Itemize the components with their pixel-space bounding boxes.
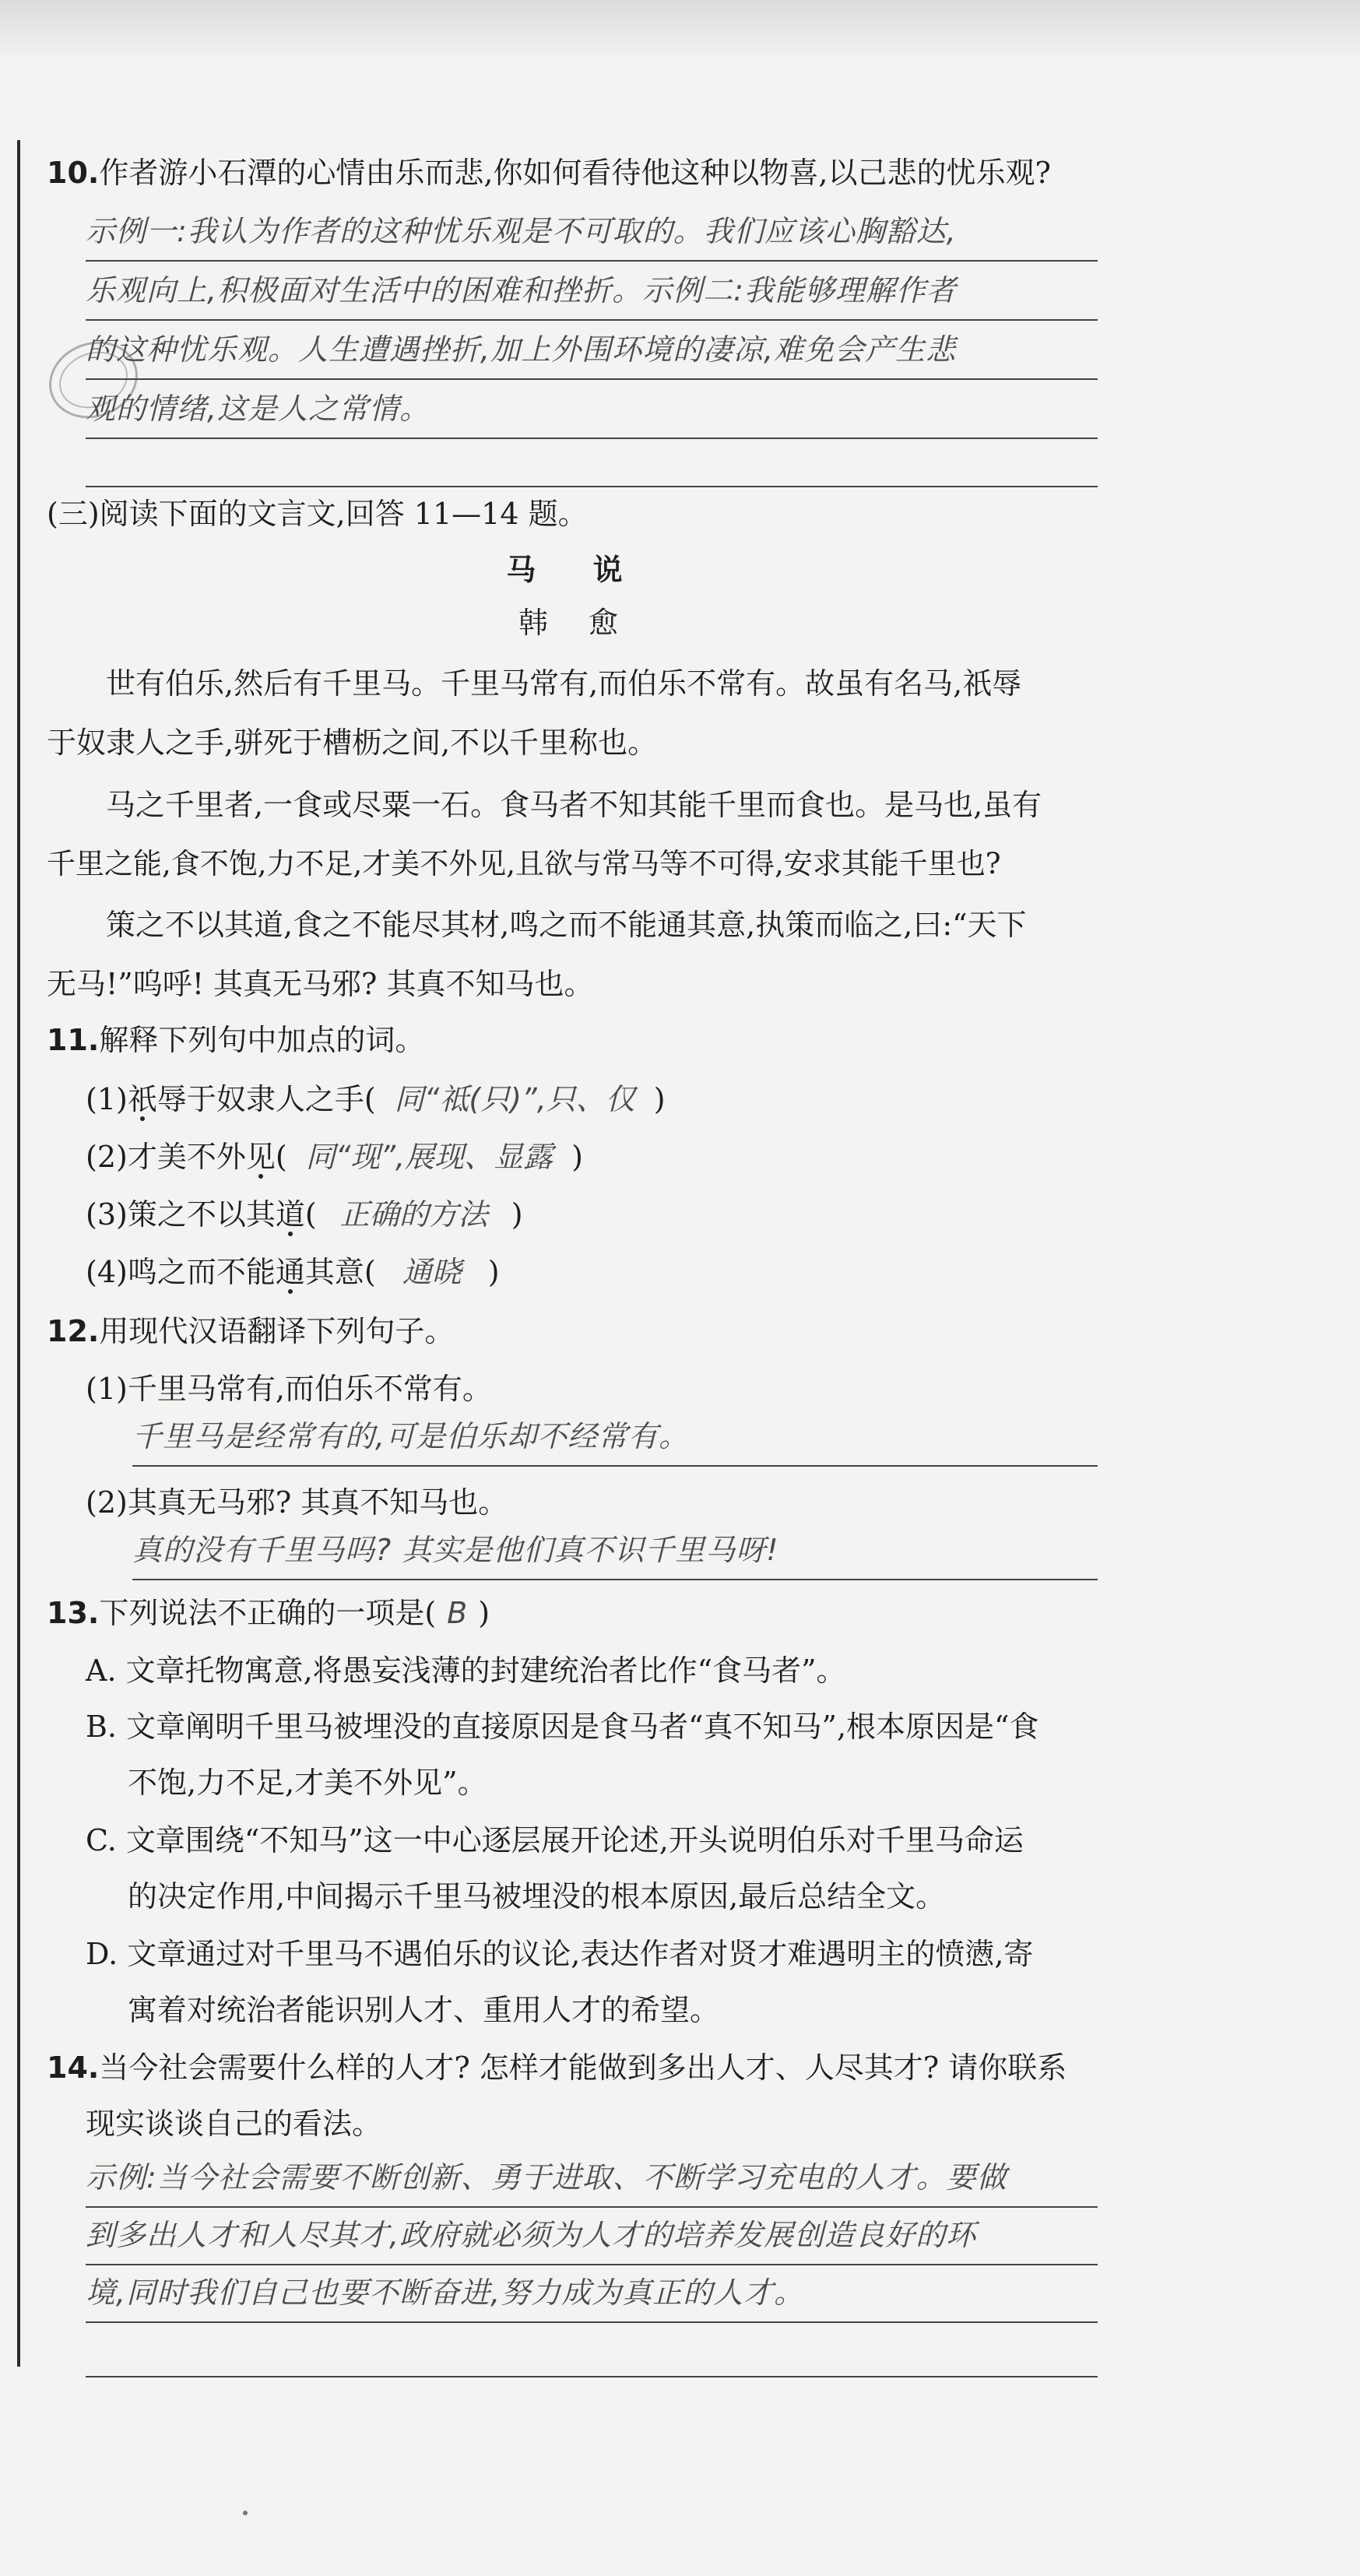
q11-item-4: [86, 1242, 1144, 1302]
passage-author: 韩 愈: [518, 606, 634, 640]
question-text: 用现代汉语翻译下列句子。: [99, 1314, 455, 1348]
question-13: [47, 1583, 1105, 1643]
passage-line: 无马!”呜呼! 其真无马邪? 其真不知马也。: [47, 967, 594, 1001]
answer-line: 千里马是经常有的,可是伯乐却不经常有。: [132, 1407, 1098, 1467]
item-text: 鸣之而不能: [127, 1255, 276, 1289]
margin-rule: [17, 140, 20, 2367]
dotted-word: 见: [245, 1140, 276, 1174]
dotted-word: 通: [275, 1255, 305, 1289]
option-d-cont: 寓着对统治者能识别人才、重用人才的希望。: [128, 1993, 720, 2027]
answer-line: 乐观向上,积极面对生活中的困难和挫折。示例二:我能够理解作者: [86, 262, 1098, 321]
q11-item-1: [86, 1070, 1144, 1129]
question-12: [47, 1302, 1105, 1361]
question-number: 14.: [47, 2051, 100, 2085]
option-c: C. 文章围绕“不知马”这一中心逐层展开论述,开头说明伯乐对千里马命运: [86, 1823, 1024, 1857]
answer-line: 示例:当今社会需要不断创新、勇于进取、不断学习充电的人才。要做: [86, 2149, 1098, 2208]
question-14: [47, 2038, 1105, 2097]
question-text-cont: 现实谈谈自己的看法。: [86, 2107, 382, 2141]
handwritten-answer: 通晓: [402, 1255, 462, 1289]
handwritten-answer: 同“现”,展现、显露: [305, 1140, 553, 1174]
question-11: [47, 1010, 1105, 1070]
dotted-word: 祇: [127, 1082, 157, 1116]
question-number: 11.: [47, 1023, 100, 1057]
answer-line-blank: [86, 2318, 1098, 2377]
answer-line: 示例一:我认为作者的这种忧乐观是不可取的。我们应该心胸豁达,: [86, 202, 1098, 262]
q11-item-3: [86, 1185, 1144, 1244]
q12-sentence-1: (1)千里马常有,而伯乐不常有。: [86, 1372, 492, 1406]
answer-line: 的这种忧乐观。人生遭遇挫折,加上外围环境的凄凉,难免会产生悲: [86, 321, 1098, 380]
scan-shadow: [0, 0, 1360, 62]
passage-line: 千里之能,食不饱,力不足,才美不外见,且欲与常马等不可得,安求其能千里也?: [47, 847, 1001, 880]
option-b: B. 文章阐明千里马被埋没的直接原因是食马者“真不知马”,根本原因是“食: [86, 1710, 1039, 1744]
item-number: (1): [86, 1082, 128, 1116]
handwritten-answer: 正确的方法: [339, 1197, 488, 1232]
item-text: 才美不外: [127, 1140, 246, 1174]
question-number: 12.: [47, 1314, 100, 1348]
option-a: A. 文章托物寓意,将愚妄浅薄的封建统治者比作“食马者”。: [86, 1653, 846, 1688]
item-number: (4): [86, 1255, 128, 1289]
bracket: ): [487, 1255, 500, 1289]
item-text: (: [304, 1197, 317, 1232]
question-text: 下列说法不正确的一项是(: [99, 1596, 437, 1630]
option-c-cont: 的决定作用,中间揭示千里马被埋没的根本原因,最后总结全文。: [128, 1879, 946, 1914]
passage-line: 策之不以其道,食之不能尽其材,鸣之而不能通其意,执策而临之,曰:“天下: [106, 908, 1027, 942]
passage-line: 世有伯乐,然后有千里马。千里马常有,而伯乐不常有。故虽有名马,祇辱: [106, 666, 1022, 701]
item-text: 策之不以其: [127, 1197, 276, 1232]
scan-speck: [243, 2511, 248, 2515]
question-number: 10.: [47, 156, 100, 190]
bracket: ): [571, 1140, 583, 1174]
item-number: (2): [86, 1140, 128, 1174]
q12-sentence-2: (2)其真无马邪? 其真不知马也。: [86, 1485, 508, 1520]
answer-line: 到多出人才和人尽其才,政府就必须为人才的培养发展创造良好的环: [86, 2206, 1098, 2265]
answer-line: 真的没有千里马吗? 其实是他们真不识千里马呀!: [132, 1521, 1098, 1580]
bracket: ): [653, 1082, 666, 1116]
item-text: (: [275, 1140, 287, 1174]
item-text: 辱于奴隶人之手(: [156, 1082, 376, 1116]
dotted-word: 道: [275, 1197, 305, 1232]
answer-line-blank: [86, 428, 1098, 487]
handwritten-answer: B: [447, 1596, 468, 1630]
bracket: ): [478, 1596, 490, 1630]
question-10: [47, 143, 1105, 202]
item-text: 其意(: [304, 1255, 376, 1289]
question-text: 当今社会需要什么样的人才? 怎样才能做到多出人才、人尽其才? 请你联系: [99, 2051, 1067, 2085]
passage-line: 于奴隶人之手,骈死于槽枥之间,不以千里称也。: [47, 726, 658, 760]
section-intro: (三)阅读下面的文言文,回答 11—14 题。: [47, 497, 588, 531]
bracket: ): [511, 1197, 523, 1232]
q11-item-2: [86, 1127, 1144, 1186]
question-text: 作者游小石潭的心情由乐而悲,你如何看待他这种以物喜,以己悲的忧乐观?: [99, 156, 1051, 190]
option-d: D. 文章通过对千里马不遇伯乐的议论,表达作者对贤才难遇明主的愤懑,寄: [86, 1937, 1034, 1971]
handwritten-answer: 同“祗(只)”,只、仅: [394, 1082, 635, 1116]
answer-line: 境,同时我们自己也要不断奋进,努力成为真正的人才。: [86, 2264, 1098, 2323]
item-number: (3): [86, 1197, 128, 1232]
question-text: 解释下列句中加点的词。: [99, 1023, 425, 1057]
question-number: 13.: [47, 1596, 100, 1630]
passage-line: 马之千里者,一食或尽粟一石。食马者不知其能千里而食也。是马也,虽有: [106, 788, 1042, 822]
passage-title: 马 说: [506, 553, 646, 587]
answer-line: 观的情绪,这是人之常情。: [86, 380, 1098, 439]
option-b-cont: 不饱,力不足,才美不外见”。: [128, 1766, 487, 1800]
